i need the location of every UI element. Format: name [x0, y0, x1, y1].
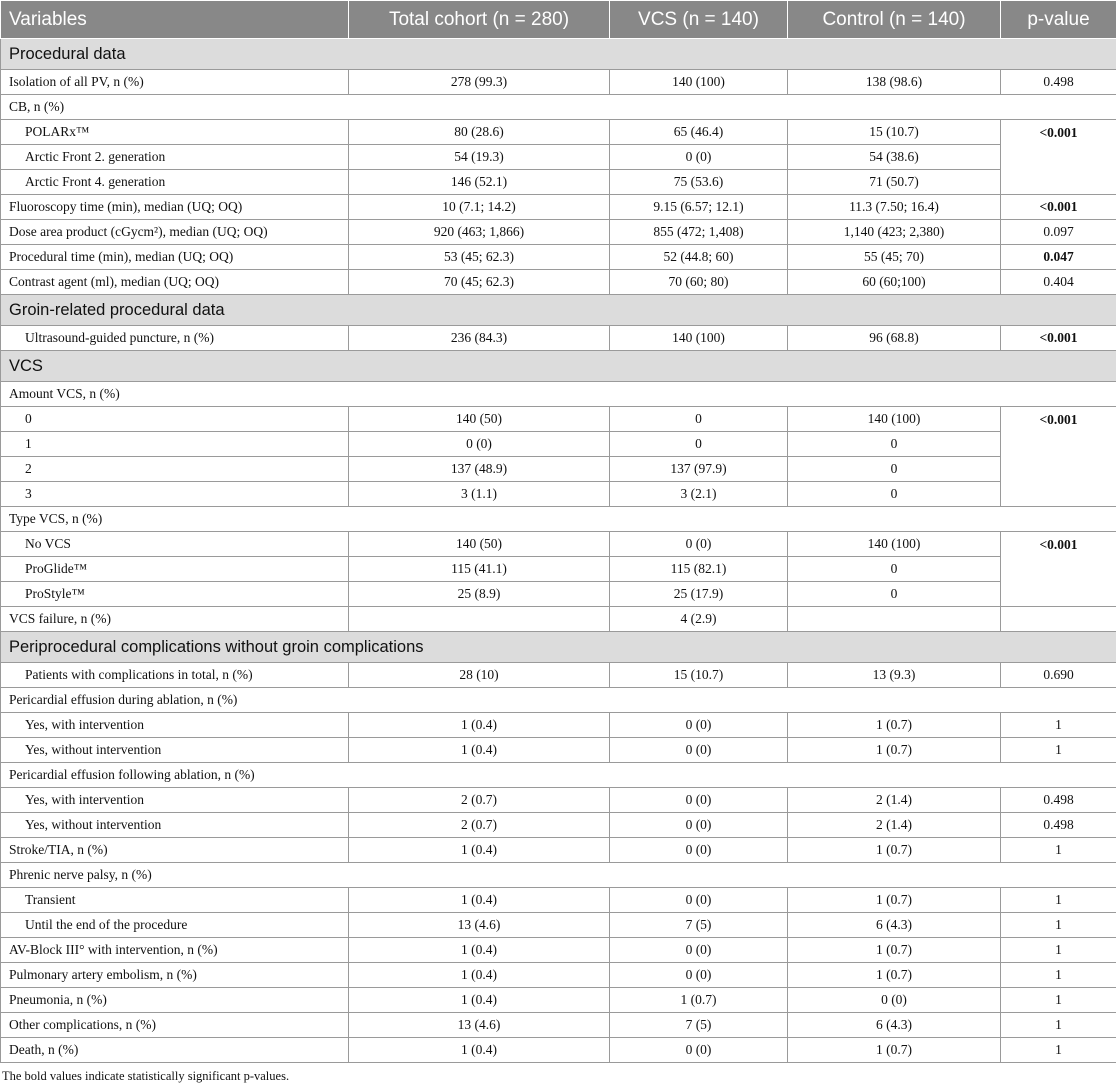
total-cohort-cell: 13 (4.6) [349, 913, 610, 938]
vcs-cell: 0 (0) [610, 1038, 788, 1063]
row-label: 2 [1, 457, 349, 482]
table-row [1, 482, 1116, 507]
row-label: Pneumonia, n (%) [1, 988, 349, 1013]
group-label-row [1, 688, 1116, 713]
control-cell: 6 (4.3) [788, 913, 1001, 938]
row-label: 3 [1, 482, 349, 507]
table-row [1, 1038, 1116, 1063]
table-row [1, 195, 1116, 220]
table-row [1, 70, 1116, 95]
section-title: Periprocedural complications without groin complications [1, 632, 1116, 663]
p-value-cell: <0.001 [1001, 195, 1116, 220]
table-row [1, 963, 1116, 988]
vcs-cell: 0 (0) [610, 938, 788, 963]
row-label: Fluoroscopy time (min), median (UQ; OQ) [1, 195, 349, 220]
section-title: Procedural data [1, 39, 1116, 70]
vcs-cell: 75 (53.6) [610, 170, 788, 195]
total-cohort-cell: 920 (463; 1,866) [349, 220, 610, 245]
control-cell [788, 607, 1001, 632]
p-value-cell: 1 [1001, 938, 1116, 963]
control-cell: 2 (1.4) [788, 788, 1001, 813]
total-cohort-cell: 10 (7.1; 14.2) [349, 195, 610, 220]
control-cell: 0 [788, 557, 1001, 582]
control-cell: 0 [788, 457, 1001, 482]
row-label: AV-Block III° with intervention, n (%) [1, 938, 349, 963]
total-cohort-cell: 2 (0.7) [349, 813, 610, 838]
table-row [1, 270, 1116, 295]
total-cohort-cell: 137 (48.9) [349, 457, 610, 482]
p-value-cell: 1 [1001, 988, 1116, 1013]
vcs-cell: 0 (0) [610, 532, 788, 557]
p-value-cell: 1 [1001, 713, 1116, 738]
group-label-row [1, 507, 1116, 532]
total-cohort-cell: 53 (45; 62.3) [349, 245, 610, 270]
total-cohort-cell: 236 (84.3) [349, 326, 610, 351]
row-label: Contrast agent (ml), median (UQ; OQ) [1, 270, 349, 295]
row-label: Ultrasound-guided puncture, n (%) [1, 326, 349, 351]
row-label: Isolation of all PV, n (%) [1, 70, 349, 95]
row-label: 0 [1, 407, 349, 432]
vcs-cell: 0 (0) [610, 963, 788, 988]
table-row [1, 145, 1116, 170]
total-cohort-cell: 115 (41.1) [349, 557, 610, 582]
p-value-cell: 1 [1001, 1038, 1116, 1063]
control-cell: 15 (10.7) [788, 120, 1001, 145]
control-cell: 1 (0.7) [788, 713, 1001, 738]
row-label: Death, n (%) [1, 1038, 349, 1063]
p-value-cell: 0.404 [1001, 270, 1116, 295]
table-row [1, 813, 1116, 838]
header-vcs: VCS (n = 140) [610, 1, 788, 39]
control-cell: 0 [788, 582, 1001, 607]
total-cohort-cell [349, 607, 610, 632]
total-cohort-cell: 1 (0.4) [349, 1038, 610, 1063]
vcs-cell: 25 (17.9) [610, 582, 788, 607]
control-cell: 140 (100) [788, 407, 1001, 432]
section-header-row [1, 39, 1116, 70]
table-row [1, 557, 1116, 582]
header-total-cohort: Total cohort (n = 280) [349, 1, 610, 39]
row-label: VCS failure, n (%) [1, 607, 349, 632]
control-cell: 1 (0.7) [788, 738, 1001, 763]
vcs-cell: 15 (10.7) [610, 663, 788, 688]
total-cohort-cell: 70 (45; 62.3) [349, 270, 610, 295]
row-label: Patients with complications in total, n (%) [1, 663, 349, 688]
row-label: ProGlide™ [1, 557, 349, 582]
control-cell: 1 (0.7) [788, 838, 1001, 863]
control-cell: 0 [788, 432, 1001, 457]
header-control: Control (n = 140) [788, 1, 1001, 39]
p-value-cell: 1 [1001, 913, 1116, 938]
control-cell: 96 (68.8) [788, 326, 1001, 351]
row-label: POLARx™ [1, 120, 349, 145]
vcs-cell: 0 (0) [610, 788, 788, 813]
table-body [1, 39, 1116, 1063]
vcs-cell: 0 (0) [610, 738, 788, 763]
row-label: Procedural time (min), median (UQ; OQ) [1, 245, 349, 270]
vcs-cell: 0 (0) [610, 813, 788, 838]
control-cell: 1 (0.7) [788, 938, 1001, 963]
section-title: VCS [1, 351, 1116, 382]
p-value-cell: 0.097 [1001, 220, 1116, 245]
header-variables: Variables [1, 1, 349, 39]
control-cell: 11.3 (7.50; 16.4) [788, 195, 1001, 220]
row-label: Transient [1, 888, 349, 913]
total-cohort-cell: 80 (28.6) [349, 120, 610, 145]
table-row [1, 245, 1116, 270]
p-value-cell: 1 [1001, 738, 1116, 763]
table-footnote: The bold values indicate statistically significant p-values. [2, 1069, 290, 1083]
control-cell: 6 (4.3) [788, 1013, 1001, 1038]
table-row [1, 788, 1116, 813]
group-label: Type VCS, n (%) [1, 507, 1116, 532]
control-cell: 54 (38.6) [788, 145, 1001, 170]
control-cell: 0 (0) [788, 988, 1001, 1013]
p-value-cell: <0.001 [1001, 407, 1116, 507]
vcs-cell: 0 (0) [610, 838, 788, 863]
vcs-cell: 140 (100) [610, 70, 788, 95]
group-label: Phrenic nerve palsy, n (%) [1, 863, 1116, 888]
group-label-row [1, 95, 1116, 120]
row-label: Arctic Front 4. generation [1, 170, 349, 195]
control-cell: 13 (9.3) [788, 663, 1001, 688]
p-value-cell: 0.047 [1001, 245, 1116, 270]
total-cohort-cell: 146 (52.1) [349, 170, 610, 195]
vcs-cell: 7 (5) [610, 1013, 788, 1038]
vcs-cell: 0 (0) [610, 888, 788, 913]
control-cell: 2 (1.4) [788, 813, 1001, 838]
table-row [1, 713, 1116, 738]
table-row [1, 432, 1116, 457]
total-cohort-cell: 3 (1.1) [349, 482, 610, 507]
total-cohort-cell: 1 (0.4) [349, 738, 610, 763]
total-cohort-cell: 1 (0.4) [349, 938, 610, 963]
total-cohort-cell: 2 (0.7) [349, 788, 610, 813]
total-cohort-cell: 1 (0.4) [349, 963, 610, 988]
group-label-row [1, 863, 1116, 888]
control-cell: 60 (60;100) [788, 270, 1001, 295]
vcs-cell: 3 (2.1) [610, 482, 788, 507]
vcs-cell: 7 (5) [610, 913, 788, 938]
table-row [1, 888, 1116, 913]
p-value-cell [1001, 607, 1116, 632]
group-label-row [1, 763, 1116, 788]
total-cohort-cell: 13 (4.6) [349, 1013, 610, 1038]
vcs-cell: 1 (0.7) [610, 988, 788, 1013]
p-value-cell: 1 [1001, 838, 1116, 863]
row-label: Yes, with intervention [1, 788, 349, 813]
p-value-cell: 1 [1001, 888, 1116, 913]
total-cohort-cell: 1 (0.4) [349, 713, 610, 738]
row-label: Yes, without intervention [1, 738, 349, 763]
section-header-row [1, 351, 1116, 382]
control-cell: 0 [788, 482, 1001, 507]
row-label: ProStyle™ [1, 582, 349, 607]
row-label: Arctic Front 2. generation [1, 145, 349, 170]
total-cohort-cell: 28 (10) [349, 663, 610, 688]
vcs-cell: 9.15 (6.57; 12.1) [610, 195, 788, 220]
row-label: Stroke/TIA, n (%) [1, 838, 349, 863]
control-cell: 140 (100) [788, 532, 1001, 557]
vcs-cell: 140 (100) [610, 326, 788, 351]
row-label: 1 [1, 432, 349, 457]
vcs-cell: 855 (472; 1,408) [610, 220, 788, 245]
table-row [1, 1013, 1116, 1038]
section-title: Groin-related procedural data [1, 295, 1116, 326]
p-value-cell: 0.498 [1001, 788, 1116, 813]
table-row [1, 582, 1116, 607]
row-label: Yes, without intervention [1, 813, 349, 838]
control-cell: 1,140 (423; 2,380) [788, 220, 1001, 245]
group-label: Amount VCS, n (%) [1, 382, 1116, 407]
group-label-row [1, 382, 1116, 407]
p-value-cell: 0.498 [1001, 70, 1116, 95]
p-value-cell: 0.498 [1001, 813, 1116, 838]
table-row [1, 326, 1116, 351]
section-header-row [1, 632, 1116, 663]
control-cell: 1 (0.7) [788, 1038, 1001, 1063]
control-cell: 55 (45; 70) [788, 245, 1001, 270]
table-row [1, 738, 1116, 763]
p-value-cell: <0.001 [1001, 326, 1116, 351]
vcs-cell: 65 (46.4) [610, 120, 788, 145]
vcs-cell: 70 (60; 80) [610, 270, 788, 295]
table-row [1, 407, 1116, 432]
control-cell: 1 (0.7) [788, 888, 1001, 913]
table-row [1, 457, 1116, 482]
table-row [1, 938, 1116, 963]
vcs-cell: 0 (0) [610, 713, 788, 738]
vcs-cell: 52 (44.8; 60) [610, 245, 788, 270]
p-value-cell: <0.001 [1001, 532, 1116, 607]
vcs-cell: 0 [610, 432, 788, 457]
total-cohort-cell: 140 (50) [349, 532, 610, 557]
total-cohort-cell: 25 (8.9) [349, 582, 610, 607]
control-cell: 1 (0.7) [788, 963, 1001, 988]
group-label: Pericardial effusion following ablation, n (%) [1, 763, 1116, 788]
row-label: Pulmonary artery embolism, n (%) [1, 963, 349, 988]
header-row [1, 1, 1116, 39]
vcs-cell: 0 (0) [610, 145, 788, 170]
control-cell: 71 (50.7) [788, 170, 1001, 195]
vcs-cell: 0 [610, 407, 788, 432]
total-cohort-cell: 0 (0) [349, 432, 610, 457]
table-row [1, 220, 1116, 245]
row-label: Dose area product (cGycm²), median (UQ; OQ) [1, 220, 349, 245]
total-cohort-cell: 1 (0.4) [349, 888, 610, 913]
total-cohort-cell: 1 (0.4) [349, 838, 610, 863]
row-label: Yes, with intervention [1, 713, 349, 738]
table-row [1, 532, 1116, 557]
section-header-row [1, 295, 1116, 326]
vcs-cell: 115 (82.1) [610, 557, 788, 582]
total-cohort-cell: 54 (19.3) [349, 145, 610, 170]
table-row [1, 120, 1116, 145]
table-row [1, 838, 1116, 863]
row-label: Until the end of the procedure [1, 913, 349, 938]
table-row [1, 913, 1116, 938]
vcs-cell: 137 (97.9) [610, 457, 788, 482]
header-p-value: p-value [1001, 1, 1116, 39]
p-value-cell: 0.690 [1001, 663, 1116, 688]
row-label: Other complications, n (%) [1, 1013, 349, 1038]
table-row [1, 663, 1116, 688]
control-cell: 138 (98.6) [788, 70, 1001, 95]
p-value-cell: 1 [1001, 1013, 1116, 1038]
total-cohort-cell: 140 (50) [349, 407, 610, 432]
p-value-cell: 1 [1001, 963, 1116, 988]
group-label: Pericardial effusion during ablation, n (%) [1, 688, 1116, 713]
vcs-cell: 4 (2.9) [610, 607, 788, 632]
table-row [1, 607, 1116, 632]
row-label: No VCS [1, 532, 349, 557]
p-value-cell: <0.001 [1001, 120, 1116, 195]
table-row [1, 988, 1116, 1013]
group-label: CB, n (%) [1, 95, 1116, 120]
table-row [1, 170, 1116, 195]
total-cohort-cell: 278 (99.3) [349, 70, 610, 95]
total-cohort-cell: 1 (0.4) [349, 988, 610, 1013]
